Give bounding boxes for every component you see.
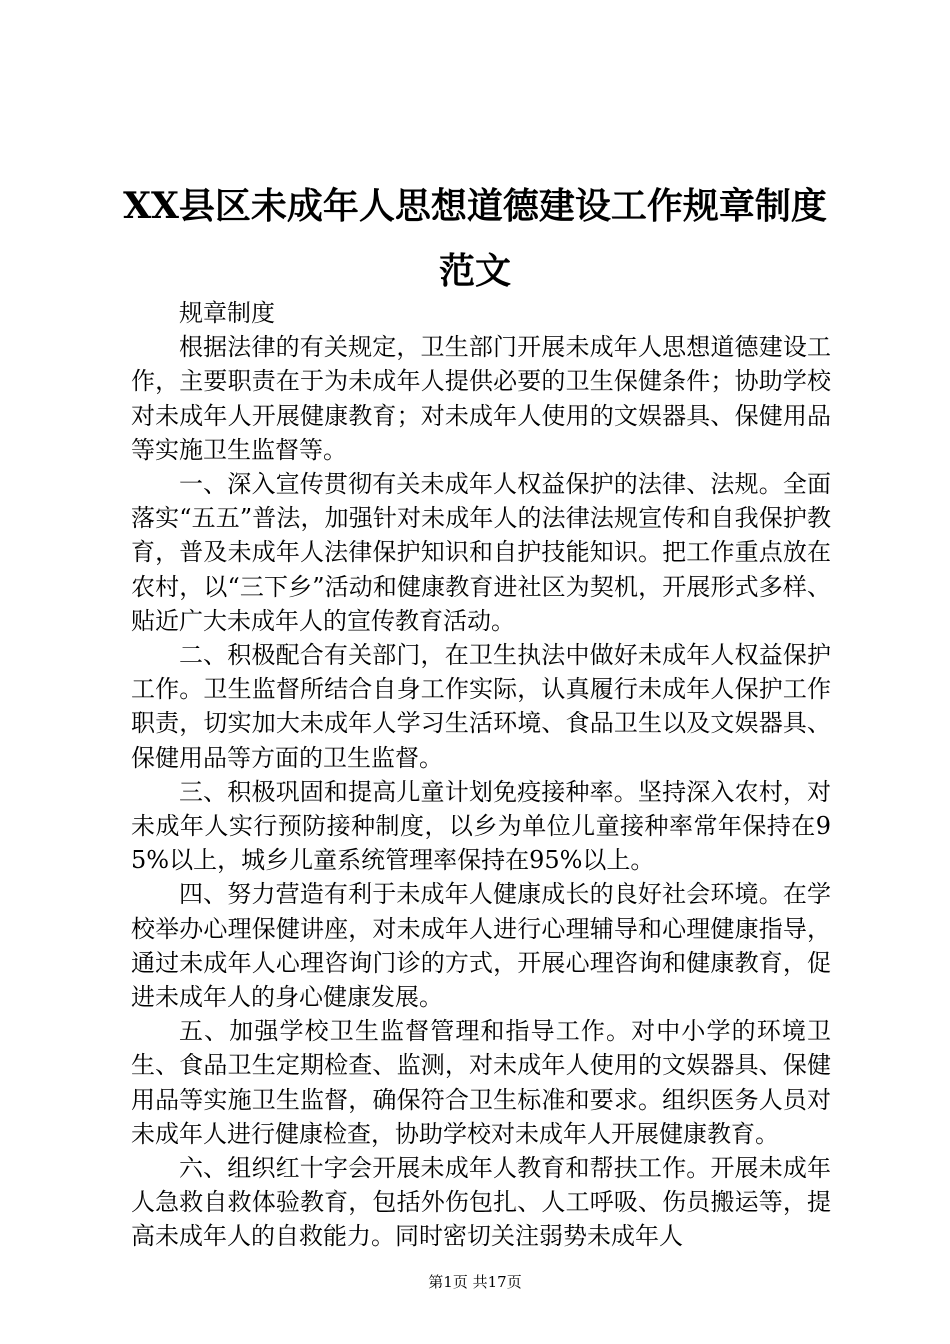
- document-body: [131, 296, 831, 1254]
- section-heading: 规章制度: [179, 299, 275, 327]
- paragraph-item-6: 六、组织红十字会开展未成年人教育和帮扶工作。开展未成年人急救自救体验教育，包括外伤包扎、人工呼吸、伤员搬运等，提高未成年人的自救能力。同时密切关注弱势未成年人: [131, 1154, 831, 1251]
- paragraph-item-5: 五、加强学校卫生监督管理和指导工作。对中小学的环境卫生、食品卫生定期检查、监测，对未成年人使用的文娱器具、保健用品等实施卫生监督，确保符合卫生标准和要求。组织医务人员对未成年人进行健康检查，协助学校对未成年人开展健康教育。: [131, 1017, 831, 1148]
- paragraph-item-4: 四、努力营造有利于未成年人健康成长的良好社会环境。在学校举办心理保健讲座，对未成年人进行心理辅导和心理健康指导，通过未成年人心理咨询门诊的方式，开展心理咨询和健康教育，促进未成年人的身心健康发展。: [131, 880, 831, 1012]
- paragraph-item-2: 二、积极配合有关部门，在卫生执法中做好未成年人权益保护工作。卫生监督所结合自身工作实际，认真履行未成年人保护工作职责，切实加大未成年人学习生活环境、食品卫生以及文娱器具、保健用品等方面的卫生监督。: [131, 641, 831, 772]
- paragraph-item-1: 一、深入宣传贯彻有关未成年人权益保护的法律、法规。全面落实“五五”普法，加强针对未成年人的法律法规宣传和自我保护教育，普及未成年人法律保护知识和自护技能知识。把工作重点放在农村，以“三下乡”活动和健康教育进社区为契机，开展形式多样、贴近广大未成年人的宣传教育活动。: [131, 470, 831, 635]
- paragraph-item-3: 三、积极巩固和提高儿童计划免疫接种率。坚持深入农村，对未成年人实行预防接种制度，以乡为单位儿童接种率常年保持在95%以上，城乡儿童系统管理率保持在95%以上。: [131, 777, 831, 875]
- paragraph-intro: 根据法律的有关规定，卫生部门开展未成年人思想道德建设工作，主要职责在于为未成年人提供必要的卫生保健条件；协助学校对未成年人开展健康教育；对未成年人使用的文娱器具、保健用品等实施卫生监督等。: [131, 333, 831, 464]
- page-number-footer: 第1页 共17页: [428, 1273, 522, 1291]
- document-title: XX县区未成年人思想道德建设工作规章制度: [123, 185, 827, 227]
- document-title-continuation: 范文: [438, 250, 511, 292]
